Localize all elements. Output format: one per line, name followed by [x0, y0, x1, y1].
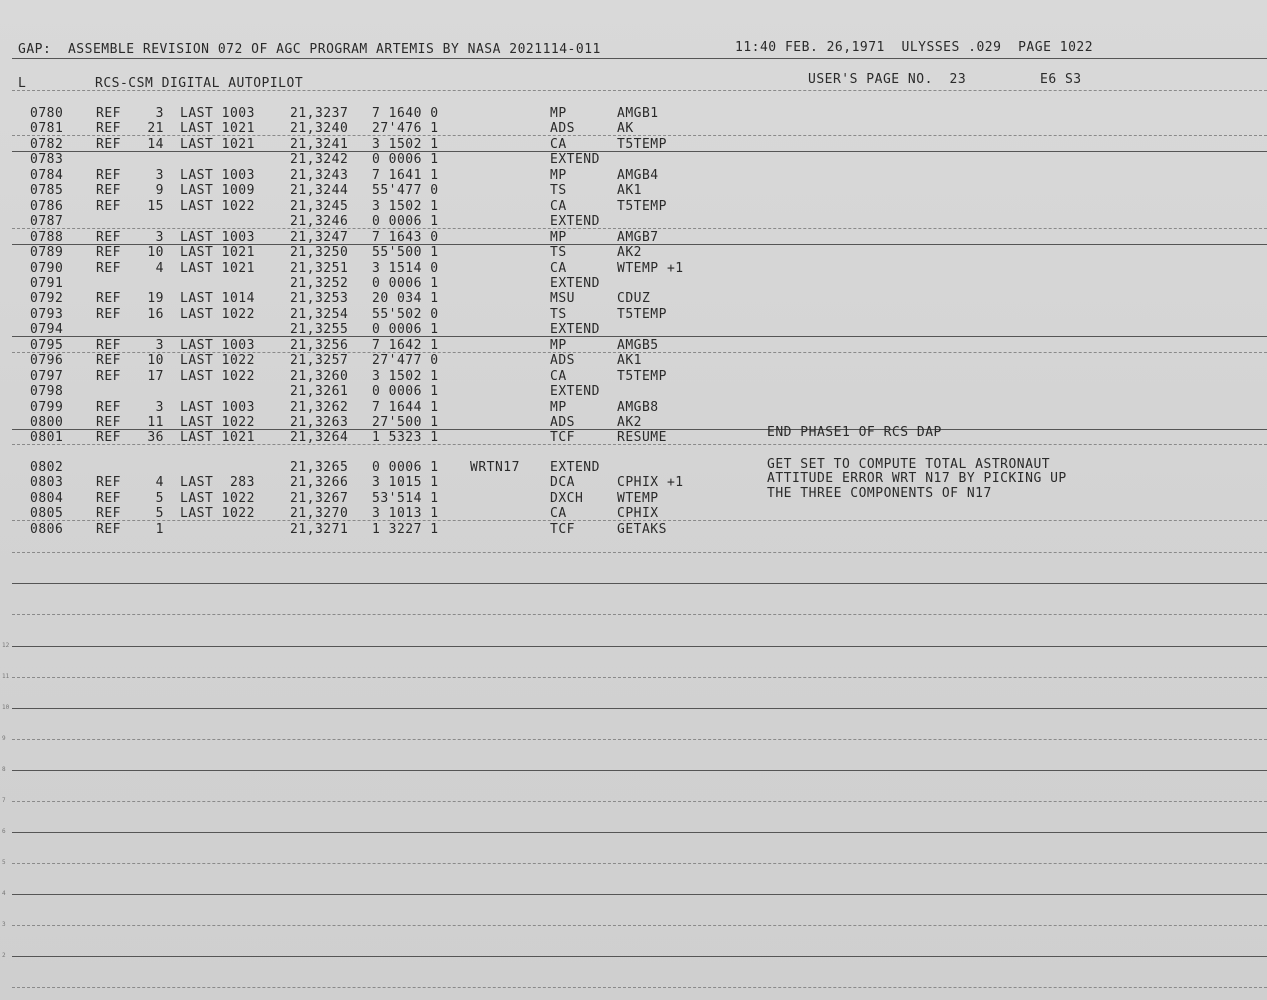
line-number: 0802 — [30, 459, 64, 475]
divider — [12, 228, 1267, 229]
address: 21,3237 — [290, 106, 349, 121]
address: 21,3241 — [290, 136, 349, 152]
octal-word: 1 5323 1 — [372, 430, 439, 446]
operand: AK1 — [617, 183, 642, 199]
octal-word: 3 1013 1 — [372, 506, 439, 522]
operand: WTEMP +1 — [617, 260, 684, 276]
ref-count: 4 — [155, 475, 164, 491]
line-number: 0794 — [30, 322, 64, 338]
ref-label: REF — [96, 183, 121, 199]
operand: AMGB5 — [617, 337, 659, 353]
divider — [12, 956, 1267, 957]
ref-count: 15 — [147, 198, 164, 214]
ref-label: REF — [96, 368, 121, 384]
ref-label: REF — [96, 353, 121, 369]
divider — [12, 135, 1267, 136]
opcode: MP — [550, 167, 567, 183]
operand: CPHIX +1 — [617, 475, 684, 491]
listing-type-code: L — [18, 76, 27, 91]
divider — [12, 925, 1267, 926]
divider — [12, 677, 1267, 678]
operand: AMGB8 — [617, 399, 659, 415]
octal-word: 27'476 1 — [372, 121, 439, 137]
address: 21,3271 — [290, 521, 349, 537]
ref-count: 14 — [147, 136, 164, 152]
line-number: 0799 — [30, 399, 64, 415]
opcode: EXTEND — [550, 384, 600, 400]
last-ref: LAST 1021 — [180, 260, 255, 276]
line-number: 0789 — [30, 245, 64, 261]
operand: WTEMP — [617, 490, 659, 506]
divider — [12, 429, 1267, 430]
last-ref: LAST 283 — [180, 475, 255, 491]
address: 21,3260 — [290, 368, 349, 384]
divider — [12, 832, 1267, 833]
line-number: 0787 — [30, 214, 64, 230]
opcode: EXTEND — [550, 459, 600, 475]
last-ref: LAST 1014 — [180, 291, 255, 307]
line-number: 0798 — [30, 384, 64, 400]
opcode: TCF — [550, 430, 575, 446]
operand: T5TEMP — [617, 198, 667, 214]
ref-count: 4 — [155, 260, 164, 276]
ref-count: 10 — [147, 353, 164, 369]
octal-word: 7 1642 1 — [372, 337, 439, 353]
ref-label: REF — [96, 506, 121, 522]
ref-label: REF — [96, 475, 121, 491]
operand: AK — [617, 121, 634, 137]
octal-word: 0 0006 1 — [372, 214, 439, 230]
margin-mark: 2 — [2, 952, 6, 959]
divider — [12, 739, 1267, 740]
address: 21,3264 — [290, 430, 349, 446]
opcode: TS — [550, 245, 567, 261]
octal-word: 20 034 1 — [372, 291, 439, 307]
address: 21,3255 — [290, 322, 349, 338]
address: 21,3245 — [290, 198, 349, 214]
ref-count: 10 — [147, 245, 164, 261]
margin-mark: 7 — [2, 797, 6, 804]
last-ref: LAST 1003 — [180, 229, 255, 245]
operand: T5TEMP — [617, 306, 667, 322]
ref-label: REF — [96, 245, 121, 261]
ref-count: 9 — [155, 183, 164, 199]
octal-word: 0 0006 1 — [372, 459, 439, 475]
address: 21,3246 — [290, 214, 349, 230]
octal-word: 7 1641 1 — [372, 167, 439, 183]
line-number: 0803 — [30, 475, 64, 491]
ref-count: 3 — [155, 167, 164, 183]
address: 21,3250 — [290, 245, 349, 261]
address: 21,3256 — [290, 337, 349, 353]
octal-word: 7 1643 0 — [372, 229, 439, 245]
octal-word: 3 1502 1 — [372, 136, 439, 152]
opcode: DCA — [550, 475, 575, 491]
margin-mark: 10 — [2, 704, 10, 711]
last-ref: LAST 1021 — [180, 245, 255, 261]
operand: AMGB4 — [617, 167, 659, 183]
comment-end-phase: END PHASE1 OF RCS DAP — [767, 425, 942, 440]
address: 21,3240 — [290, 121, 349, 137]
operand: AMGB7 — [617, 229, 659, 245]
line-number: 0797 — [30, 368, 64, 384]
ref-count: 1 — [155, 521, 164, 537]
last-ref: LAST 1003 — [180, 399, 255, 415]
address: 21,3266 — [290, 475, 349, 491]
ref-label: REF — [96, 337, 121, 353]
line-number: 0791 — [30, 275, 64, 291]
ref-count: 3 — [155, 399, 164, 415]
ref-label: REF — [96, 136, 121, 152]
address: 21,3251 — [290, 260, 349, 276]
divider — [12, 151, 1267, 152]
opcode: MSU — [550, 291, 575, 307]
margin-mark: 3 — [2, 921, 6, 928]
divider — [12, 336, 1267, 337]
line-number: 0804 — [30, 490, 64, 506]
divider — [12, 801, 1267, 802]
opcode: EXTEND — [550, 152, 600, 168]
ref-count: 11 — [147, 415, 164, 430]
divider — [12, 770, 1267, 771]
octal-word: 27'500 1 — [372, 415, 439, 430]
margin-mark: 9 — [2, 735, 6, 742]
address: 21,3270 — [290, 506, 349, 522]
ref-label: REF — [96, 399, 121, 415]
line-number: 0788 — [30, 229, 64, 245]
address: 21,3261 — [290, 384, 349, 400]
divider — [12, 444, 1267, 445]
datetime-page-header: 11:40 FEB. 26,1971 ULYSSES .029 PAGE 1022 — [735, 40, 1094, 55]
ref-count: 5 — [155, 506, 164, 522]
opcode: MP — [550, 229, 567, 245]
line-number: 0790 — [30, 260, 64, 276]
line-number: 0780 — [30, 106, 64, 121]
opcode: EXTEND — [550, 322, 600, 338]
opcode: TS — [550, 306, 567, 322]
opcode: CA — [550, 136, 567, 152]
operand: AK1 — [617, 353, 642, 369]
opcode: MP — [550, 337, 567, 353]
assembly-header: GAP: ASSEMBLE REVISION 072 OF AGC PROGRAM ARTEMIS BY NASA 2021114-011 — [18, 42, 601, 57]
address: 21,3242 — [290, 152, 349, 168]
last-ref: LAST 1022 — [180, 490, 255, 506]
divider — [12, 552, 1267, 553]
octal-word: 3 1015 1 — [372, 475, 439, 491]
address: 21,3262 — [290, 399, 349, 415]
octal-word: 55'500 1 — [372, 245, 439, 261]
last-ref: LAST 1009 — [180, 183, 255, 199]
line-number: 0801 — [30, 430, 64, 446]
divider — [12, 646, 1267, 647]
line-number: 0796 — [30, 353, 64, 369]
ref-count: 3 — [155, 229, 164, 245]
opcode: ADS — [550, 353, 575, 369]
octal-word: 3 1514 0 — [372, 260, 439, 276]
line-number: 0800 — [30, 415, 64, 430]
operand: AMGB1 — [617, 106, 659, 121]
line-number: 0781 — [30, 121, 64, 137]
comment-line-2: ATTITUDE ERROR WRT N17 BY PICKING UP — [767, 471, 1067, 486]
ref-label: REF — [96, 291, 121, 307]
opcode: MP — [550, 106, 567, 121]
opcode: TS — [550, 183, 567, 199]
divider — [12, 708, 1267, 709]
section-title: RCS-CSM DIGITAL AUTOPILOT — [95, 76, 304, 91]
octal-word: 3 1502 1 — [372, 368, 439, 384]
line-number: 0782 — [30, 136, 64, 152]
line-number: 0783 — [30, 152, 64, 168]
operand: AK2 — [617, 415, 642, 430]
address: 21,3247 — [290, 229, 349, 245]
line-number: 0805 — [30, 506, 64, 522]
last-ref: LAST 1022 — [180, 353, 255, 369]
last-ref: LAST 1021 — [180, 430, 255, 446]
line-number: 0806 — [30, 521, 64, 537]
operand: GETAKS — [617, 521, 667, 537]
operand: CDUZ — [617, 291, 651, 307]
ref-count: 3 — [155, 337, 164, 353]
address: 21,3244 — [290, 183, 349, 199]
last-ref: LAST 1022 — [180, 506, 255, 522]
octal-word: 27'477 0 — [372, 353, 439, 369]
octal-word: 0 0006 1 — [372, 384, 439, 400]
comment-line-3: THE THREE COMPONENTS OF N17 — [767, 486, 992, 501]
address: 21,3243 — [290, 167, 349, 183]
opcode: ADS — [550, 121, 575, 137]
ref-count: 3 — [155, 106, 164, 121]
opcode: EXTEND — [550, 275, 600, 291]
ref-label: REF — [96, 121, 121, 137]
last-ref: LAST 1003 — [180, 337, 255, 353]
user-page-number: USER'S PAGE NO. 23 — [808, 72, 967, 87]
divider — [12, 614, 1267, 615]
divider — [12, 352, 1267, 353]
last-ref: LAST 1003 — [180, 167, 255, 183]
opcode: ADS — [550, 415, 575, 430]
ref-label: REF — [96, 229, 121, 245]
octal-word: 3 1502 1 — [372, 198, 439, 214]
opcode: DXCH — [550, 490, 584, 506]
margin-mark: 8 — [2, 766, 6, 773]
address: 21,3257 — [290, 353, 349, 369]
margin-mark: 12 — [2, 642, 10, 649]
operand: AK2 — [617, 245, 642, 261]
octal-word: 53'514 1 — [372, 490, 439, 506]
last-ref: LAST 1022 — [180, 368, 255, 384]
address: 21,3263 — [290, 415, 349, 430]
address: 21,3254 — [290, 306, 349, 322]
last-ref: LAST 1021 — [180, 136, 255, 152]
margin-mark: 4 — [2, 890, 6, 897]
divider — [12, 863, 1267, 864]
octal-word: 1 3227 1 — [372, 521, 439, 537]
ref-count: 36 — [147, 430, 164, 446]
ref-label: REF — [96, 106, 121, 121]
listing-code: E6 S3 — [1040, 72, 1082, 87]
divider — [12, 894, 1267, 895]
margin-mark: 11 — [2, 673, 10, 680]
opcode: TCF — [550, 521, 575, 537]
address: 21,3253 — [290, 291, 349, 307]
comment-line-1: GET SET TO COMPUTE TOTAL ASTRONAUT — [767, 457, 1051, 472]
opcode: CA — [550, 198, 567, 214]
line-number: 0786 — [30, 198, 64, 214]
line-number: 0795 — [30, 337, 64, 353]
opcode: CA — [550, 368, 567, 384]
ref-label: REF — [96, 415, 121, 430]
ref-count: 16 — [147, 306, 164, 322]
divider — [12, 987, 1267, 988]
ref-label: REF — [96, 490, 121, 506]
opcode: CA — [550, 260, 567, 276]
octal-word: 7 1640 0 — [372, 106, 439, 121]
line-number: 0784 — [30, 167, 64, 183]
address: 21,3252 — [290, 275, 349, 291]
address: 21,3265 — [290, 459, 349, 475]
ref-count: 17 — [147, 368, 164, 384]
margin-mark: 6 — [2, 828, 6, 835]
octal-word: 7 1644 1 — [372, 399, 439, 415]
octal-word: 0 0006 1 — [372, 322, 439, 338]
ref-label: REF — [96, 260, 121, 276]
opcode: CA — [550, 506, 567, 522]
operand: CPHIX — [617, 506, 659, 522]
ref-label: REF — [96, 521, 121, 537]
line-number: 0785 — [30, 183, 64, 199]
ref-label: REF — [96, 198, 121, 214]
last-ref: LAST 1022 — [180, 415, 255, 430]
address: 21,3267 — [290, 490, 349, 506]
ref-label: REF — [96, 167, 121, 183]
ref-label: REF — [96, 430, 121, 446]
operand: RESUME — [617, 430, 667, 446]
octal-word: 55'477 0 — [372, 183, 439, 199]
line-number: 0793 — [30, 306, 64, 322]
line-number: 0792 — [30, 291, 64, 307]
ref-count: 19 — [147, 291, 164, 307]
header-rule — [12, 58, 1267, 59]
divider — [12, 90, 1267, 91]
ref-count: 5 — [155, 490, 164, 506]
octal-word: 55'502 0 — [372, 306, 439, 322]
divider — [12, 244, 1267, 245]
last-ref: LAST 1003 — [180, 106, 255, 121]
divider — [12, 520, 1267, 521]
ref-count: 21 — [147, 121, 164, 137]
last-ref: LAST 1022 — [180, 306, 255, 322]
last-ref: LAST 1021 — [180, 121, 255, 137]
ref-label: REF — [96, 306, 121, 322]
statement-label: WRTN17 — [470, 459, 520, 475]
operand: T5TEMP — [617, 136, 667, 152]
last-ref: LAST 1022 — [180, 198, 255, 214]
divider — [12, 583, 1267, 584]
octal-word: 0 0006 1 — [372, 275, 439, 291]
operand: T5TEMP — [617, 368, 667, 384]
octal-word: 0 0006 1 — [372, 152, 439, 168]
opcode: MP — [550, 399, 567, 415]
opcode: EXTEND — [550, 214, 600, 230]
margin-mark: 5 — [2, 859, 6, 866]
